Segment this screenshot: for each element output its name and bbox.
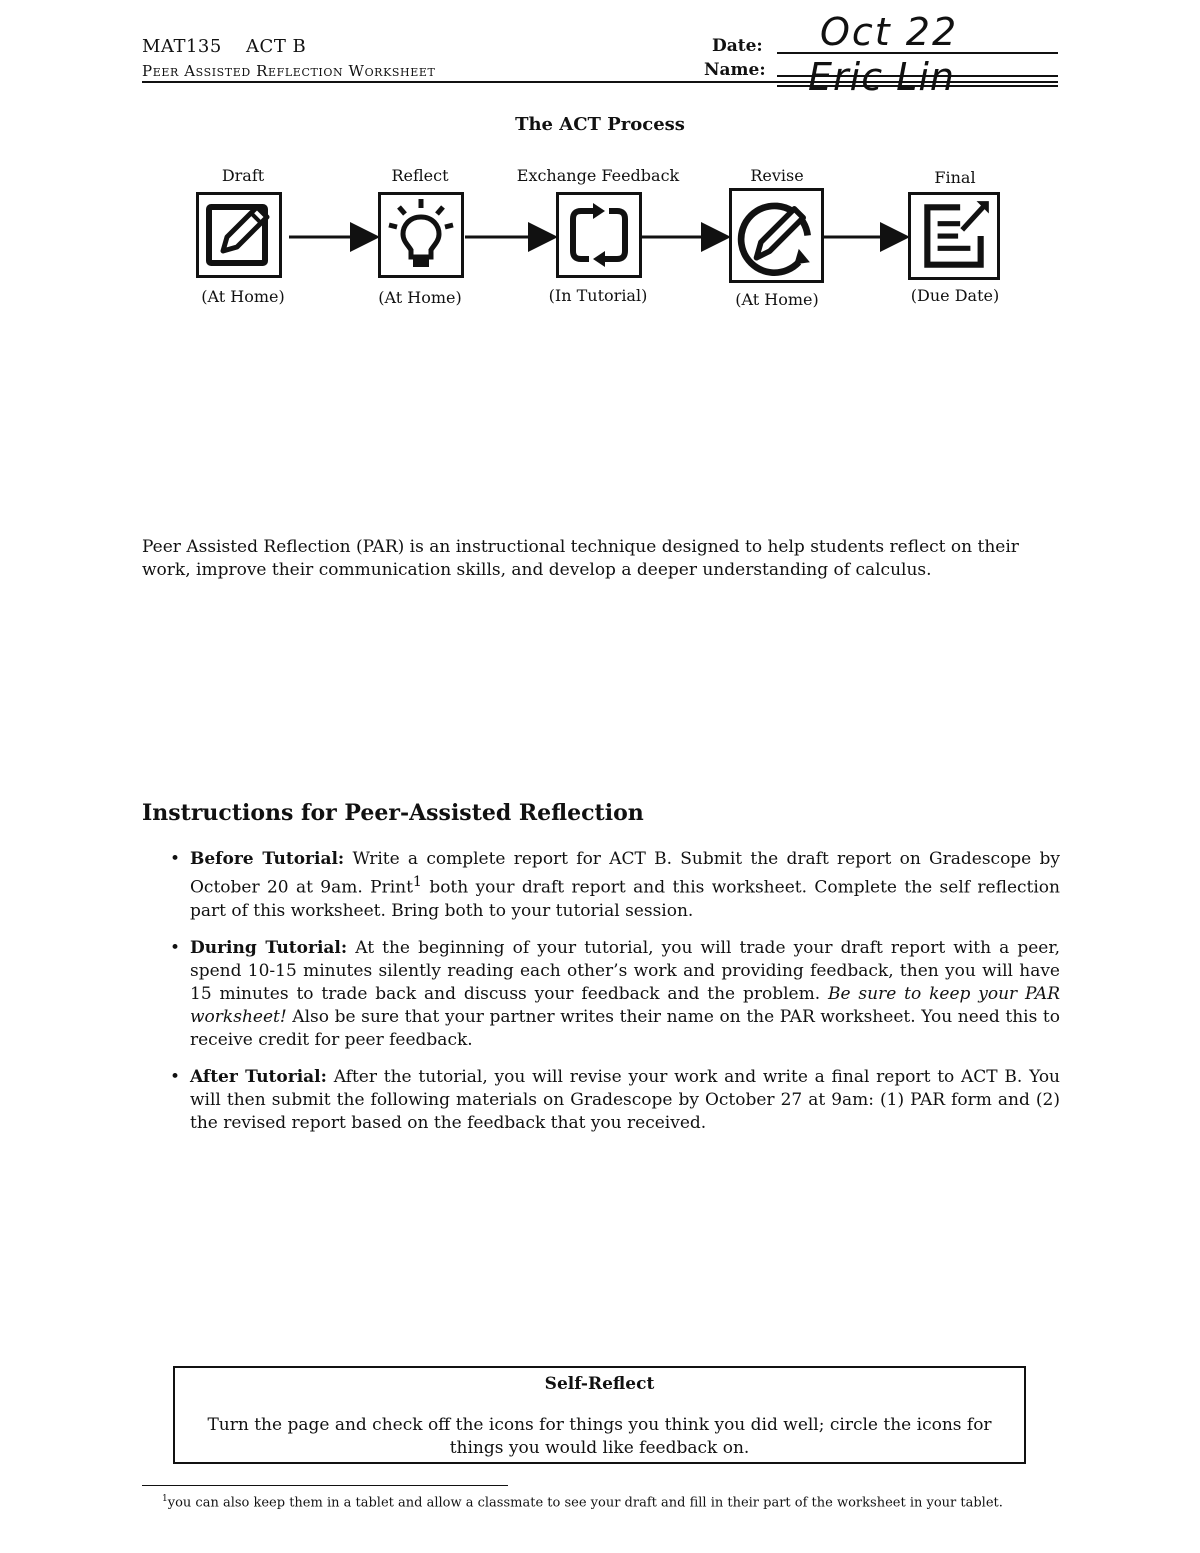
list-item-after-tutorial <box>160 1066 1060 1135</box>
self-reflect-box <box>173 1366 1026 1464</box>
bullet-icon: • <box>170 937 181 958</box>
instructions-list <box>160 848 1060 1149</box>
footnote-text: you can also keep them in a tablet and allow a classmate to see your draft and fill in their part of the worksheet in your tablet. <box>167 1495 1003 1511</box>
step-label-exchange: Exchange Feedback <box>516 166 680 185</box>
course-code: MAT135 <box>142 36 222 57</box>
item-label: Before Tutorial: <box>190 849 345 869</box>
step-when-revise: (At Home) <box>735 290 819 309</box>
self-reflect-title: Self-Reflect <box>544 1374 655 1394</box>
bullet-icon: • <box>170 849 181 869</box>
pencil-circle-icon <box>732 191 821 280</box>
exchange-box <box>556 192 642 278</box>
footnote-mark: 1 <box>162 1494 168 1504</box>
reflect-box <box>378 192 464 278</box>
draft-box <box>196 192 282 278</box>
step-label-reflect: Reflect <box>391 166 449 185</box>
bullet-icon: • <box>170 1066 181 1087</box>
item-emphasis: Be sure to keep your PAR worksheet! <box>190 983 1060 1027</box>
list-item-before-tutorial <box>160 848 1060 923</box>
lightbulb-icon <box>381 195 461 275</box>
exchange-arrows-icon <box>559 195 639 275</box>
date-handwritten[interactable]: Oct 22 <box>820 10 959 54</box>
item-label: During Tutorial: <box>190 937 348 958</box>
worksheet-subtitle: Peer Assisted Reflection Worksheet <box>142 62 436 80</box>
step-when-reflect: (At Home) <box>378 288 462 307</box>
step-label-draft: Draft <box>221 166 265 185</box>
pencil-square-icon <box>199 195 279 275</box>
revise-box <box>729 188 824 283</box>
instructions-heading: Instructions for Peer-Assisted Reflection <box>142 800 644 826</box>
item-text: Write a complete report for ACT B. Submit the draft report on Gradescope by October 20 at 9am. Print <box>190 849 1060 898</box>
name-handwritten[interactable]: Eric Lin <box>808 55 955 99</box>
item-text: At the beginning of your tutorial, you will trade your draft report with a peer, spend 10-15 minutes silently reading each other’s work and providing feedback, then you will have 15 minutes to trade back and discuss your feedback and the problem. <box>190 937 1060 1004</box>
footnote-ref: 1 <box>412 874 422 890</box>
footnote <box>142 1491 1060 1511</box>
document-check-icon <box>911 195 997 277</box>
footnote-rule <box>142 1485 508 1486</box>
step-when-exchange: (In Tutorial) <box>548 286 648 305</box>
name-label: Name: <box>704 60 766 80</box>
item-text-cont: Also be sure that your partner writes their name on the PAR worksheet. You need this to receive credit for peer feedback. <box>190 1006 1060 1050</box>
self-reflect-body: Turn the page and check off the icons for things you think you did well; circle the icons for things you would like feedback on. <box>207 1415 992 1458</box>
step-when-draft: (At Home) <box>201 287 285 306</box>
intro-paragraph: Peer Assisted Reflection (PAR) is an instructional technique designed to help students reflect on their work, improve their communication skills, and develop a deeper understanding of calculus. <box>142 537 1019 580</box>
item-text-cont: both your draft report and this worksheet. Complete the self reflection part of this worksheet. Bring both to your tutorial session. <box>190 877 1060 921</box>
step-label-revise: Revise <box>750 166 804 185</box>
process-title: The ACT Process <box>515 114 685 135</box>
date-label: Date: <box>712 36 763 56</box>
list-item-during-tutorial <box>160 937 1060 1052</box>
item-label: After Tutorial: <box>190 1066 327 1087</box>
step-label-final: Final <box>934 168 976 187</box>
step-when-final: (Due Date) <box>910 286 1000 305</box>
item-text: After the tutorial, you will revise your work and write a final report to ACT B. You will then submit the following materials on Gradescope by October 27 at 9am: (1) PAR form and (2) the revised report based on the feedback that you received. <box>190 1066 1061 1133</box>
final-box <box>908 192 1000 280</box>
activity-name: ACT B <box>246 36 307 57</box>
